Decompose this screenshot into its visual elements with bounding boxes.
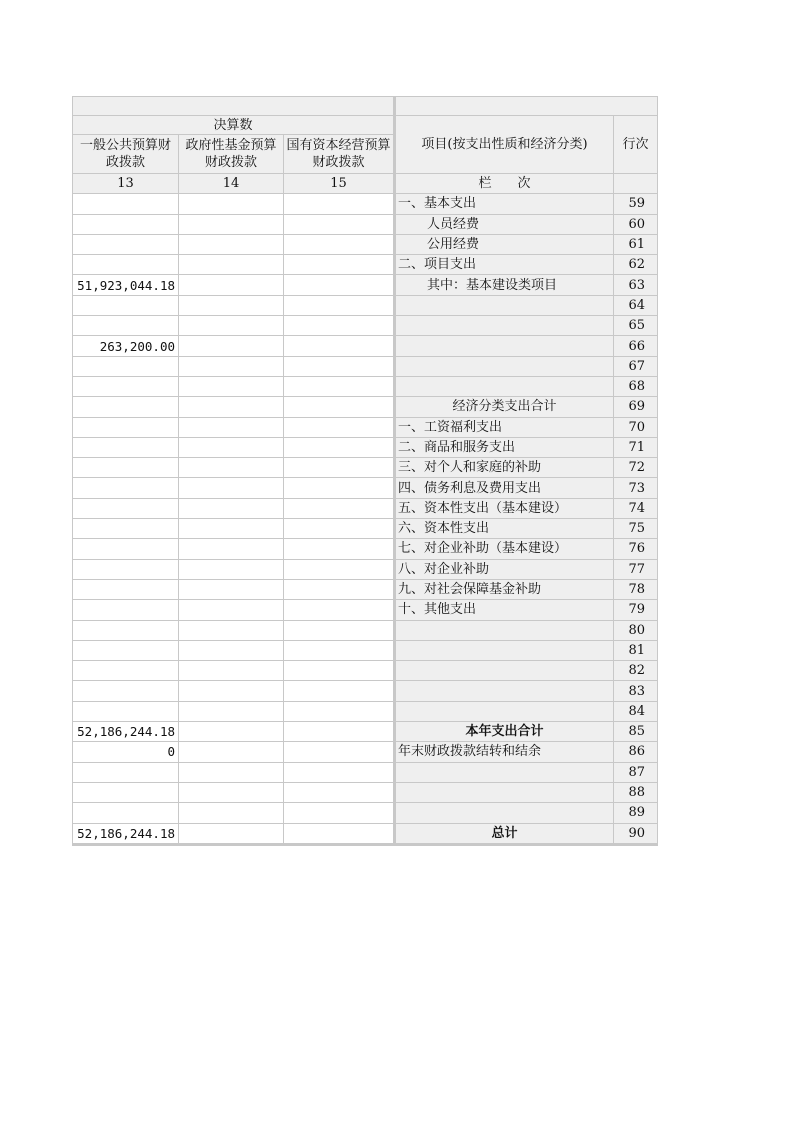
item-label: 三、对个人和家庭的补助 [395, 458, 614, 478]
general-budget-value [73, 640, 179, 660]
gov-fund-value [179, 579, 284, 599]
blank-cell [73, 97, 395, 116]
state-capital-value [284, 539, 395, 559]
general-budget-value [73, 579, 179, 599]
item-label [395, 376, 614, 396]
item-label: 七、对企业补助（基本建设） [395, 539, 614, 559]
table-row [73, 620, 658, 640]
state-capital-value [284, 397, 395, 417]
item-label [395, 336, 614, 356]
general-budget-value [73, 661, 179, 681]
line-number: 71 [614, 437, 658, 457]
table-row [73, 214, 658, 234]
state-capital-value [284, 782, 395, 802]
item-label: 一、工资福利支出 [395, 417, 614, 437]
line-no-header: 行次 [614, 116, 658, 174]
item-label: 人员经费 [395, 214, 614, 234]
item-label: 年末财政拨款结转和结余 [395, 742, 614, 762]
table-row [73, 316, 658, 336]
item-label [395, 701, 614, 721]
general-budget-value [73, 762, 179, 782]
item-label [395, 661, 614, 681]
table-row [73, 194, 658, 214]
gov-fund-value [179, 498, 284, 518]
general-budget-value: 52,186,244.18 [73, 722, 179, 742]
gov-fund-value [179, 762, 284, 782]
gov-fund-value [179, 437, 284, 457]
item-label: 九、对社会保障基金补助 [395, 579, 614, 599]
item-label [395, 295, 614, 315]
table-row [73, 275, 658, 295]
general-budget-value: 51,923,044.18 [73, 275, 179, 295]
line-number: 75 [614, 519, 658, 539]
table-row [73, 640, 658, 660]
item-label: 二、商品和服务支出 [395, 437, 614, 457]
line-number: 68 [614, 376, 658, 396]
gov-fund-value [179, 782, 284, 802]
line-number: 83 [614, 681, 658, 701]
state-capital-value [284, 437, 395, 457]
state-capital-value [284, 519, 395, 539]
column-label: 栏 次 [395, 174, 614, 194]
budget-expenditure-table [72, 96, 658, 846]
general-budget-value [73, 803, 179, 823]
gov-fund-value [179, 356, 284, 376]
table-row [73, 397, 658, 417]
gov-fund-value [179, 214, 284, 234]
state-capital-value [284, 417, 395, 437]
table-row [73, 782, 658, 802]
gov-fund-value [179, 519, 284, 539]
state-capital-value [284, 722, 395, 742]
line-number: 82 [614, 661, 658, 681]
state-capital-value [284, 275, 395, 295]
blank-cell [614, 174, 658, 194]
general-budget-value [73, 255, 179, 275]
line-number: 84 [614, 701, 658, 721]
line-number: 69 [614, 397, 658, 417]
table-row [73, 417, 658, 437]
general-budget-value [73, 620, 179, 640]
state-capital-value [284, 458, 395, 478]
table-row [73, 478, 658, 498]
line-number: 63 [614, 275, 658, 295]
general-budget-value [73, 437, 179, 457]
table-row [73, 681, 658, 701]
state-capital-value [284, 376, 395, 396]
gov-fund-value [179, 681, 284, 701]
table-row [73, 519, 658, 539]
item-label [395, 782, 614, 802]
line-number: 89 [614, 803, 658, 823]
table-row [73, 579, 658, 599]
gov-fund-value [179, 397, 284, 417]
state-capital-value [284, 701, 395, 721]
state-capital-value [284, 498, 395, 518]
table-row [73, 255, 658, 275]
state-capital-value [284, 661, 395, 681]
gov-fund-value [179, 194, 284, 214]
final-amount-header: 决算数 [73, 116, 395, 135]
gov-fund-value [179, 600, 284, 620]
gov-fund-value [179, 559, 284, 579]
state-capital-value [284, 295, 395, 315]
item-label [395, 762, 614, 782]
line-number: 88 [614, 782, 658, 802]
gov-fund-value [179, 701, 284, 721]
line-number: 86 [614, 742, 658, 762]
general-budget-value [73, 376, 179, 396]
blank-top-row [73, 97, 658, 116]
item-label [395, 316, 614, 336]
general-budget-value [73, 316, 179, 336]
item-label: 六、资本性支出 [395, 519, 614, 539]
item-label: 其中：基本建设类项目 [395, 275, 614, 295]
table-row [73, 356, 658, 376]
line-number: 66 [614, 336, 658, 356]
col-number-14: 14 [179, 174, 284, 194]
table-row [73, 600, 658, 620]
state-capital-value [284, 762, 395, 782]
table-row [73, 437, 658, 457]
gov-fund-value [179, 316, 284, 336]
col-number-13: 13 [73, 174, 179, 194]
gov-fund-value [179, 722, 284, 742]
state-capital-value [284, 316, 395, 336]
general-budget-value [73, 701, 179, 721]
state-capital-value [284, 336, 395, 356]
item-label: 五、资本性支出（基本建设） [395, 498, 614, 518]
state-capital-value [284, 823, 395, 844]
column-number-row [73, 174, 658, 194]
general-budget-value [73, 234, 179, 254]
table-row [73, 539, 658, 559]
state-capital-value [284, 194, 395, 214]
line-number: 60 [614, 214, 658, 234]
table-row [73, 823, 658, 844]
item-label [395, 640, 614, 660]
general-budget-value [73, 559, 179, 579]
general-budget-header: 一般公共预算财政拨款 [73, 135, 179, 174]
line-number: 62 [614, 255, 658, 275]
general-budget-value [73, 397, 179, 417]
state-capital-value [284, 579, 395, 599]
gov-fund-header: 政府性基金预算财政拨款 [179, 135, 284, 174]
gov-fund-value [179, 295, 284, 315]
gov-fund-value [179, 539, 284, 559]
gov-fund-value [179, 336, 284, 356]
blank-cell [395, 97, 658, 116]
state-capital-value [284, 478, 395, 498]
line-number: 87 [614, 762, 658, 782]
line-number: 70 [614, 417, 658, 437]
header-group-row [73, 116, 658, 135]
line-number: 61 [614, 234, 658, 254]
state-capital-value [284, 742, 395, 762]
general-budget-value [73, 458, 179, 478]
line-number: 67 [614, 356, 658, 376]
item-label [395, 803, 614, 823]
general-budget-value [73, 194, 179, 214]
state-capital-header: 国有资本经营预算财政拨款 [284, 135, 395, 174]
line-number: 78 [614, 579, 658, 599]
general-budget-value: 52,186,244.18 [73, 823, 179, 844]
state-capital-value [284, 681, 395, 701]
gov-fund-value [179, 620, 284, 640]
line-number: 90 [614, 823, 658, 844]
state-capital-value [284, 234, 395, 254]
line-number: 59 [614, 194, 658, 214]
table-row [73, 336, 658, 356]
state-capital-value [284, 559, 395, 579]
state-capital-value [284, 356, 395, 376]
line-number: 81 [614, 640, 658, 660]
line-number: 77 [614, 559, 658, 579]
general-budget-value [73, 356, 179, 376]
general-budget-value [73, 600, 179, 620]
table-row [73, 803, 658, 823]
line-number: 80 [614, 620, 658, 640]
item-label: 本年支出合计 [395, 722, 614, 742]
table-row [73, 376, 658, 396]
item-label: 十、其他支出 [395, 600, 614, 620]
item-label [395, 681, 614, 701]
gov-fund-value [179, 275, 284, 295]
item-label [395, 620, 614, 640]
table-row [73, 498, 658, 518]
line-number: 73 [614, 478, 658, 498]
general-budget-value [73, 295, 179, 315]
table-row [73, 722, 658, 742]
line-number: 76 [614, 539, 658, 559]
general-budget-value [73, 519, 179, 539]
general-budget-value: 263,200.00 [73, 336, 179, 356]
general-budget-value [73, 478, 179, 498]
table-row [73, 762, 658, 782]
gov-fund-value [179, 640, 284, 660]
gov-fund-value [179, 458, 284, 478]
table-row [73, 234, 658, 254]
general-budget-value [73, 214, 179, 234]
col-number-15: 15 [284, 174, 395, 194]
line-number: 74 [614, 498, 658, 518]
gov-fund-value [179, 823, 284, 844]
gov-fund-value [179, 376, 284, 396]
gov-fund-value [179, 742, 284, 762]
line-number: 65 [614, 316, 658, 336]
gov-fund-value [179, 255, 284, 275]
table-row [73, 295, 658, 315]
line-number: 85 [614, 722, 658, 742]
table-row [73, 661, 658, 681]
item-label [395, 356, 614, 376]
general-budget-value [73, 498, 179, 518]
state-capital-value [284, 214, 395, 234]
table-row [73, 559, 658, 579]
state-capital-value [284, 255, 395, 275]
state-capital-value [284, 640, 395, 660]
gov-fund-value [179, 803, 284, 823]
item-label: 八、对企业补助 [395, 559, 614, 579]
line-number: 79 [614, 600, 658, 620]
state-capital-value [284, 620, 395, 640]
line-number: 72 [614, 458, 658, 478]
item-label: 总计 [395, 823, 614, 844]
table-row [73, 742, 658, 762]
general-budget-value [73, 782, 179, 802]
general-budget-value: 0 [73, 742, 179, 762]
state-capital-value [284, 600, 395, 620]
item-label: 公用经费 [395, 234, 614, 254]
item-label: 二、项目支出 [395, 255, 614, 275]
item-header: 项目(按支出性质和经济分类) [395, 116, 614, 174]
item-label: 经济分类支出合计 [395, 397, 614, 417]
table-row [73, 701, 658, 721]
general-budget-value [73, 417, 179, 437]
gov-fund-value [179, 417, 284, 437]
general-budget-value [73, 539, 179, 559]
item-label: 四、债务利息及费用支出 [395, 478, 614, 498]
item-label: 一、基本支出 [395, 194, 614, 214]
general-budget-value [73, 681, 179, 701]
line-number: 64 [614, 295, 658, 315]
state-capital-value [284, 803, 395, 823]
gov-fund-value [179, 234, 284, 254]
gov-fund-value [179, 661, 284, 681]
gov-fund-value [179, 478, 284, 498]
table-row [73, 458, 658, 478]
